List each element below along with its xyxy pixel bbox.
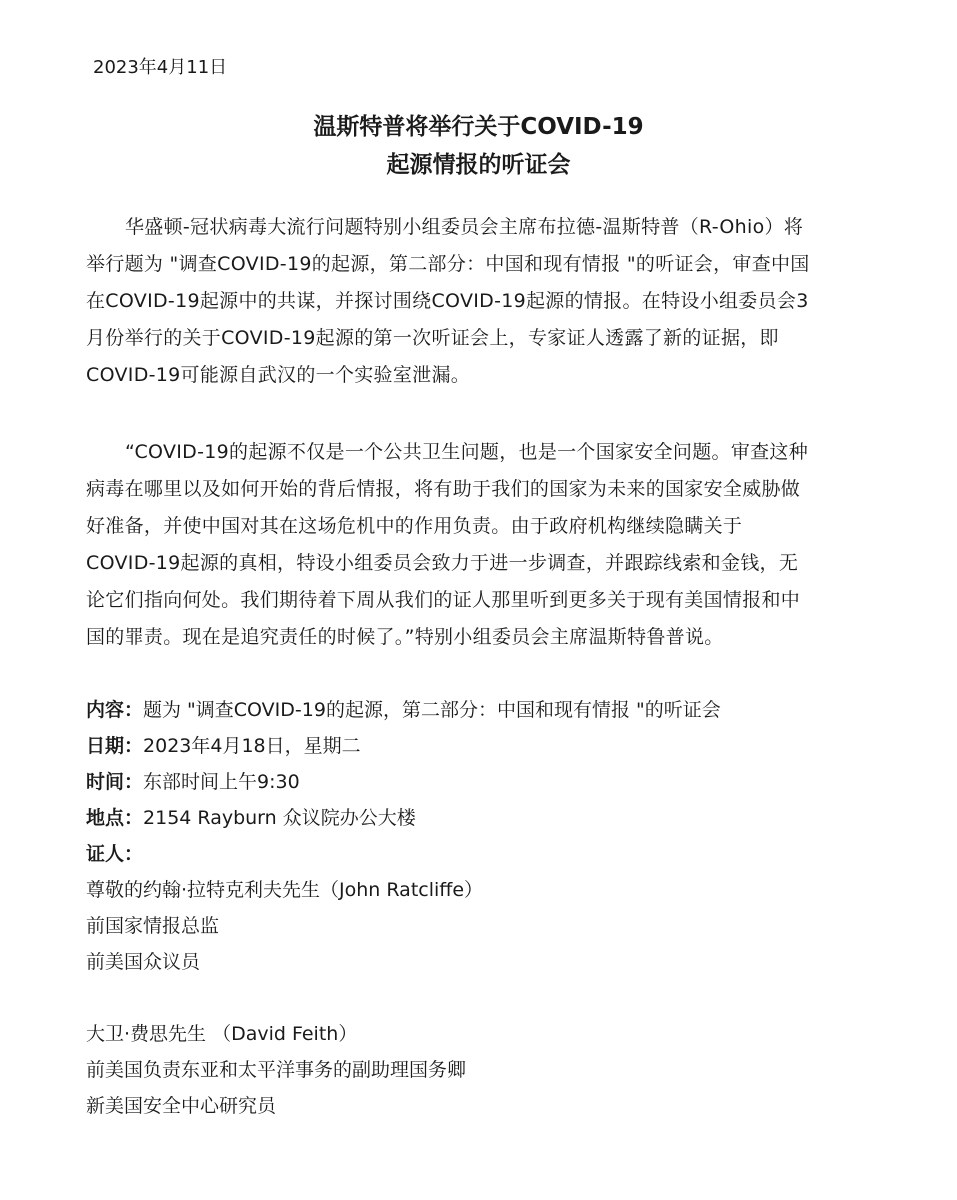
time-label: 时间：	[86, 771, 144, 793]
paragraph-line: 好准备，并使中国对其在这场危机中的作用负责。由于政府机构继续隐瞒关于	[86, 515, 743, 537]
paragraph-line: 举行题为 "调查COVID-19的起源，第二部分：中国和现有情报 "的听证会，审查中国	[86, 253, 810, 275]
witnesses-heading	[86, 836, 906, 872]
time-row	[86, 764, 906, 800]
paragraph-line: 论它们指向何处。我们期待着下周从我们的证人那里听到更多关于现有美国情报和中	[86, 589, 801, 611]
location-label: 地点：	[86, 807, 144, 829]
hearing-details	[86, 692, 906, 1124]
page-title	[0, 108, 957, 184]
spacer	[86, 980, 906, 1016]
witness-name: 大卫·费思先生 （David Feith）	[86, 1023, 358, 1045]
witnesses-label: 证人：	[86, 843, 144, 865]
paragraph-line: 国的罪责。现在是追究责任的时候了。”特别小组委员会主席温斯特鲁普说。	[86, 626, 724, 648]
release-date: 2023年4月11日	[93, 57, 228, 78]
content-label: 内容：	[86, 699, 144, 721]
date-row	[86, 728, 906, 764]
paragraph-line: 病毒在哪里以及如何开始的背后情报，将有助于我们的国家为未来的国家安全威胁做	[86, 478, 801, 500]
title-line-1: 温斯特普将举行关于COVID-19	[313, 114, 644, 140]
witness-title: 新美国安全中心研究员	[86, 1095, 277, 1117]
date-label: 日期：	[86, 735, 144, 757]
paragraph-line: 在COVID-19起源中的共谋，并探讨围绕COVID-19起源的情报。在特设小组委员会3	[86, 290, 809, 312]
content-row	[86, 692, 906, 728]
location-row	[86, 800, 906, 836]
witness-title: 前美国众议员	[86, 951, 201, 973]
content-value: 题为 "调查COVID-19的起源，第二部分：中国和现有情报 "的听证会	[143, 699, 721, 721]
location-value: 2154 Rayburn 众议院办公大楼	[143, 807, 416, 829]
quote-paragraph	[86, 434, 886, 656]
paragraph-line: 月份举行的关于COVID-19起源的第一次听证会上，专家证人透露了新的证据，即	[86, 327, 779, 349]
date-value: 2023年4月18日，星期二	[143, 735, 361, 757]
paragraph-line: 华盛顿-冠状病毒大流行问题特别小组委员会主席布拉德-温斯特普（R-Ohio）将	[125, 216, 804, 238]
title-line-2: 起源情报的听证会	[386, 152, 571, 178]
intro-paragraph	[86, 209, 886, 394]
paragraph-line: “COVID-19的起源不仅是一个公共卫生问题，也是一个国家安全问题。审查这种	[125, 441, 809, 463]
paragraph-line: COVID-19起源的真相，特设小组委员会致力于进一步调查，并跟踪线索和金钱，无	[86, 552, 799, 574]
witness-name: 尊敬的约翰·拉特克利夫先生（John Ratcliffe）	[86, 879, 484, 901]
paragraph-line: COVID-19可能源自武汉的一个实验室泄漏。	[86, 364, 471, 386]
witness-title: 前国家情报总监	[86, 915, 220, 937]
time-value: 东部时间上午9:30	[143, 771, 300, 793]
witness-title: 前美国负责东亚和太平洋事务的副助理国务卿	[86, 1059, 467, 1081]
